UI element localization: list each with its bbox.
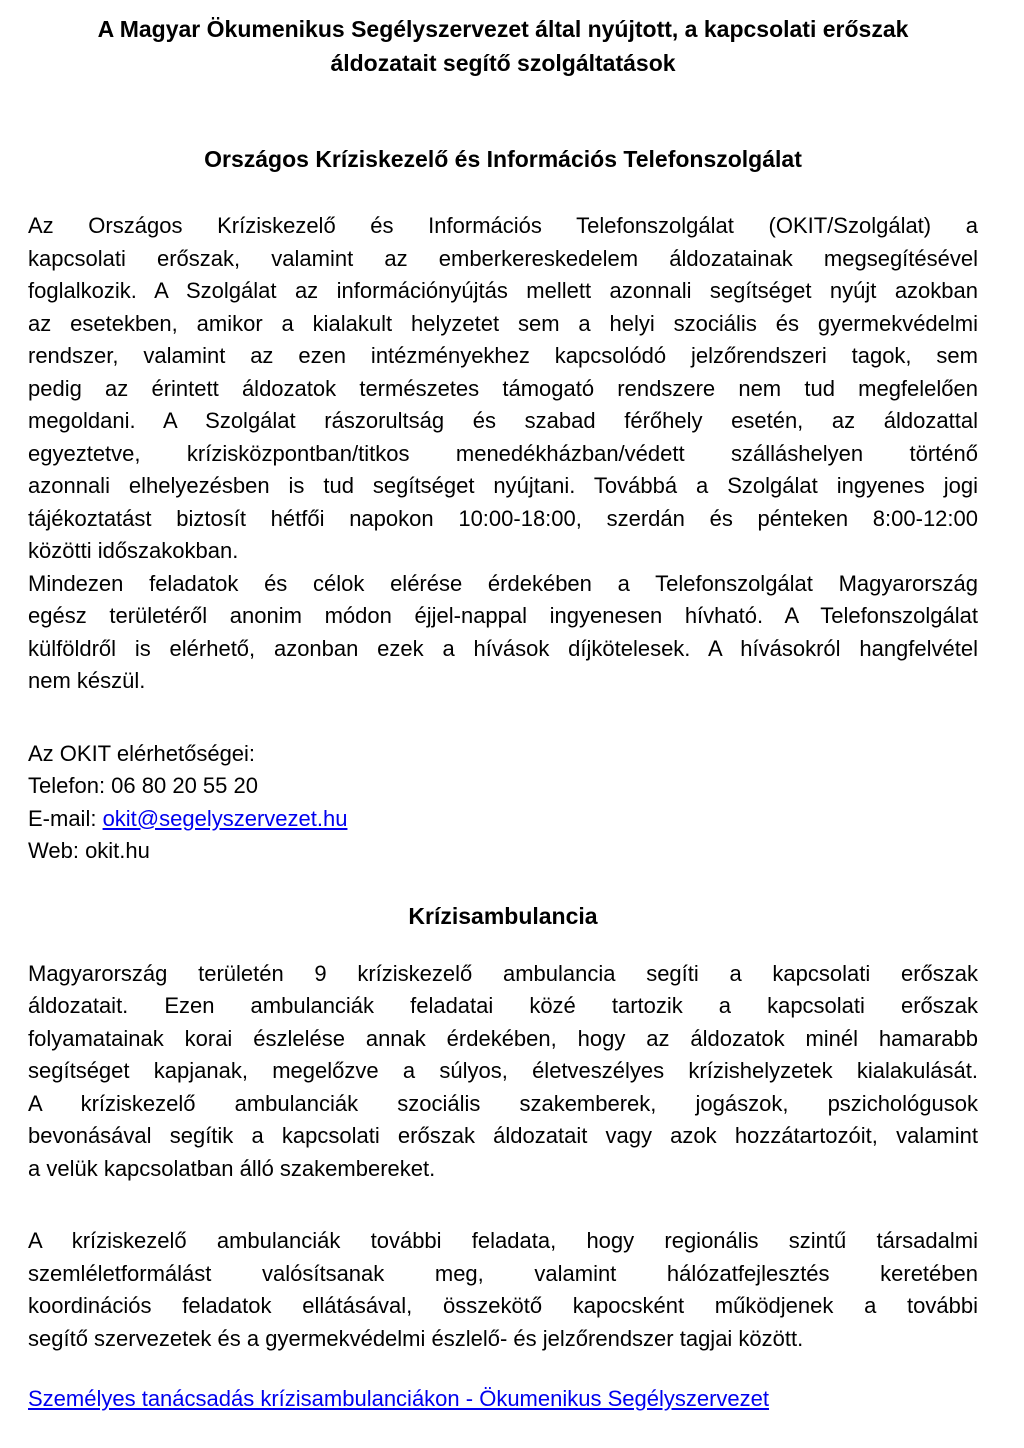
text-line: a velük kapcsolatban álló szakembereket. (28, 1155, 436, 1181)
ambulance-paragraph-2 (28, 1225, 978, 1355)
section-heading-krizisambulancia: Krízisambulancia (408, 903, 598, 929)
text-line: tájékoztatást biztosít hétfői napokon 10:00-18:00, szerdán és pénteken 8:00-12:00 (28, 505, 978, 531)
text-line: szemléletformálást valósítsanak meg, valamint hálózatfejlesztés keretében (28, 1260, 978, 1286)
text-line: segítséget kapjanak, megelőzve a súlyos, életveszélyes krízishelyzetek kialakulását. (28, 1058, 978, 1083)
text-line: külföldről is elérhető, azonban ezek a hívások díjkötelesek. A hívásokról hangfelvétel (28, 635, 978, 661)
contact-intro: Az OKIT elérhetőségei: (28, 740, 256, 766)
text-line: A Magyar Ökumenikus Segélyszervezet által nyújtott, a kapcsolati erőszak (97, 16, 909, 42)
text-line: kapcsolati erőszak, valamint az emberkereskedelem áldozatainak megsegítésével (28, 245, 978, 271)
text-line: nem készül. (28, 668, 146, 693)
text-line: folyamatainak korai észlelése annak érdekében, hogy az áldozatok minél hamarabb (28, 1025, 978, 1051)
text-line: az esetekben, amikor a kialakult helyzetet sem a helyi szociális és gyermekvédelmi (28, 310, 978, 336)
okit-paragraph-2 (28, 568, 978, 698)
text-line: bevonásával segítik a kapcsolati erőszak áldozatait vagy azok hozzátartozóit, valamint (28, 1123, 978, 1148)
contact-phone: Telefon: 06 80 20 55 20 (28, 773, 258, 798)
text-line: azonnali elhelyezésben is tud segítséget nyújtani. Továbbá a Szolgálat ingyenes jogi (28, 473, 978, 498)
section-heading-okit: Országos Kríziskezelő és Információs Telefonszolgálat (204, 146, 802, 172)
text-line: megoldani. A Szolgálat rászorultság és szabad férőhely esetén, az áldozattal (28, 408, 978, 433)
text-line: áldozatait segítő szolgáltatások (330, 50, 676, 76)
ambulance-paragraph-1 (28, 958, 978, 1186)
contact-web: Web: okit.hu (28, 838, 150, 863)
personal-counseling-link[interactable]: Személyes tanácsadás krízisambulanciákon - Ökumenikus Segélyszervezet (28, 1386, 769, 1411)
text-line: egyeztetve, krízisközpontban/titkos menedékházban/védett szálláshelyen történő (28, 440, 978, 466)
contact-email-label: E-mail: (28, 805, 103, 831)
text-line: koordinációs feladatok ellátásával, összekötő kapocsként működjenek a további (28, 1293, 978, 1318)
text-line: foglalkozik. A Szolgálat az információnyújtás mellett azonnali segítséget nyújt azokban (28, 278, 978, 303)
text-line: segítő szervezetek és a gyermekvédelmi észlelő- és jelzőrendszer tagjai között. (28, 1325, 804, 1351)
text-line: közötti időszakokban. (28, 538, 239, 563)
text-line: Az Országos Kríziskezelő és Információs Telefonszolgálat (OKIT/Szolgálat) a (28, 213, 978, 238)
email-link[interactable]: okit@segelyszervezet.hu (102, 805, 348, 831)
okit-contact-block (28, 738, 978, 868)
text-line: áldozatait. Ezen ambulanciák feladatai közé tartozik a kapcsolati erőszak (28, 993, 978, 1018)
text-line: Magyarország területén 9 kríziskezelő ambulancia segíti a kapcsolati erőszak (28, 960, 978, 986)
text-line: Mindezen feladatok és célok elérése érdekében a Telefonszolgálat Magyarország (28, 570, 978, 596)
contact-email-line (28, 803, 978, 836)
text-line: rendszer, valamint az ezen intézményekhez kapcsolódó jelzőrendszeri tagok, sem (28, 343, 978, 368)
bottom-link-line (28, 1383, 978, 1416)
text-line: A kríziskezelő ambulanciák további feladata, hogy regionális szintű társadalmi (28, 1228, 978, 1253)
okit-paragraph-1 (28, 210, 978, 568)
text-line: A kríziskezelő ambulanciák szociális szakemberek, jogászok, pszichológusok (28, 1090, 978, 1116)
doc-title (28, 0, 978, 80)
text-line: egész területéről anonim módon éjjel-nappal ingyenesen hívható. A Telefonszolgálat (28, 603, 978, 628)
text-line: pedig az érintett áldozatok természetes támogató rendszere nem tud megfelelően (28, 375, 978, 401)
